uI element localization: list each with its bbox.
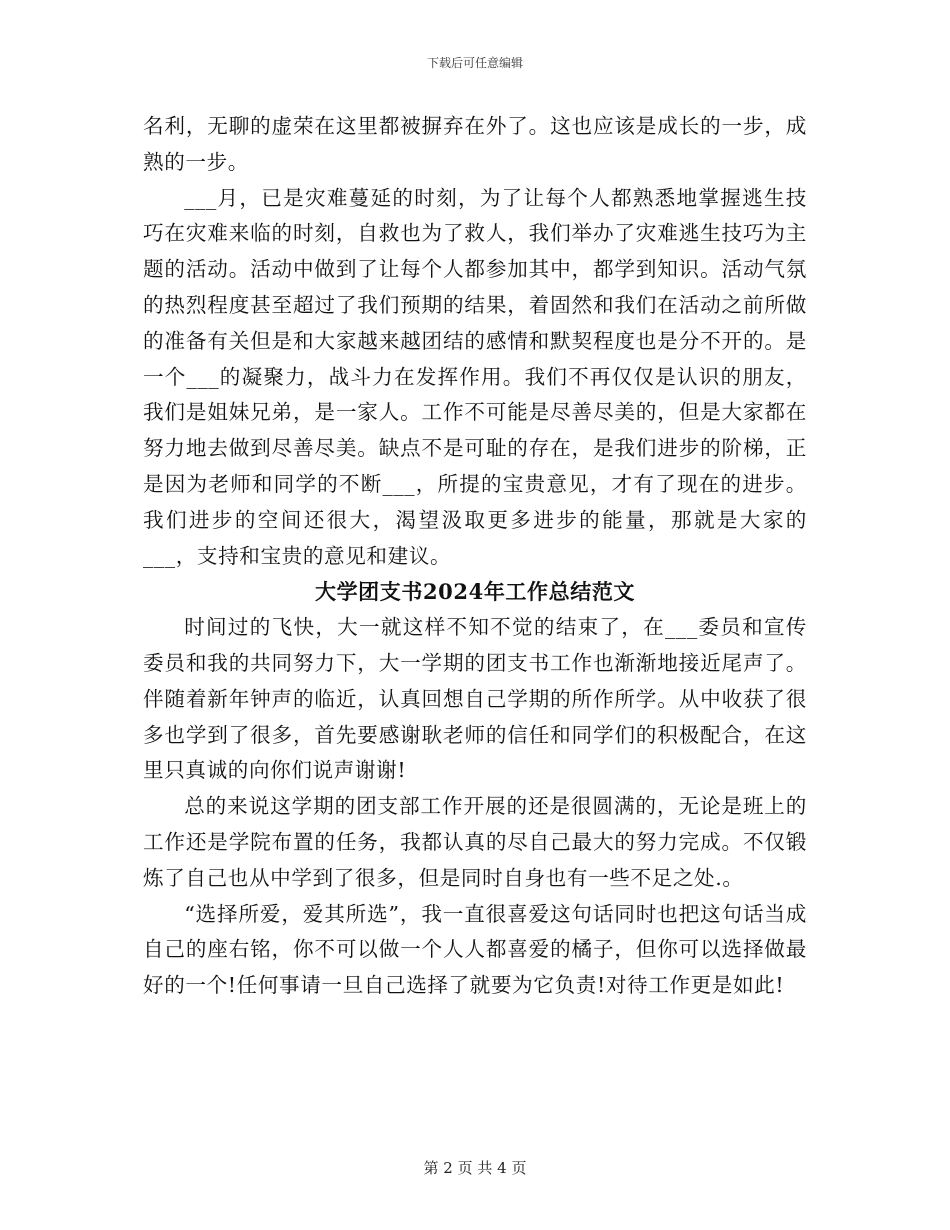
paragraph-summary: 总的来说这学期的团支部工作开展的还是很圆满的，无论是班上的工作还是学院布置的任务，我都认真的尽自己最大的努力完成。不仅锻炼了自己也从中学到了很多，但是同时自身也有一些不足之处.。 bbox=[143, 794, 807, 890]
page-number-footer: 第 2 页 共 4 页 bbox=[423, 1159, 527, 1177]
page-header-note: 下载后可任意编辑 bbox=[426, 56, 523, 70]
paragraph-time-passes: 时间过的飞快，大一就这样不知不觉的结束了，在___委员和宣传委员和我的共同努力下，大一学期的团支书工作也渐渐地接近尾声了。伴随着新年钟声的临近，认真回想自己学期的所作所学。从中收获了很多也学到了很多，首先要感谢耿老师的信任和同学们的积极配合，在这里只真诚的向你们说声谢谢! bbox=[143, 615, 807, 783]
section-title: 大学团支书2024年工作总结范文 bbox=[314, 579, 636, 605]
document-body bbox=[143, 109, 807, 1004]
paragraph-continued: 名利，无聊的虚荣在这里都被摒弃在外了。这也应该是成长的一步，成熟的一步。 bbox=[143, 114, 807, 174]
paragraph-disaster-activity: ___月，已是灾难蔓延的时刻，为了让每个人都熟悉地掌握逃生技巧在灾难来临的时刻，自救也为了救人，我们举办了灾难逃生技巧为主题的活动。活动中做到了让每个人都参加其中，都学到知识。活动气氛的热烈程度甚至超过了我们预期的结果，着固然和我们在活动之前所做的准备有关但是和大家越来越团结的感情和默契程度也是分不开的。是一个___的凝聚力，战斗力在发挥作用。我们不再仅仅是认识的朋友，我们是姐妹兄弟，是一家人。工作不可能是尽善尽美的，但是大家都在努力地去做到尽善尽美。缺点不是可耻的存在，是我们进步的阶梯，正是因为老师和同学的不断___，所提的宝贵意见，才有了现在的进步。我们进步的空间还很大，渴望汲取更多进步的能量，那就是大家的___，支持和宝贵的意见和建议。 bbox=[143, 185, 807, 568]
paragraph-motto: “选择所爱，爱其所选”，我一直很喜爱这句话同时也把这句话当成自己的座右铭，你不可以做一个人人都喜爱的橘子，但你可以选择做最好的一个!任何事请一旦自己选择了就要为它负责!对待工作更是如此! bbox=[143, 901, 807, 998]
